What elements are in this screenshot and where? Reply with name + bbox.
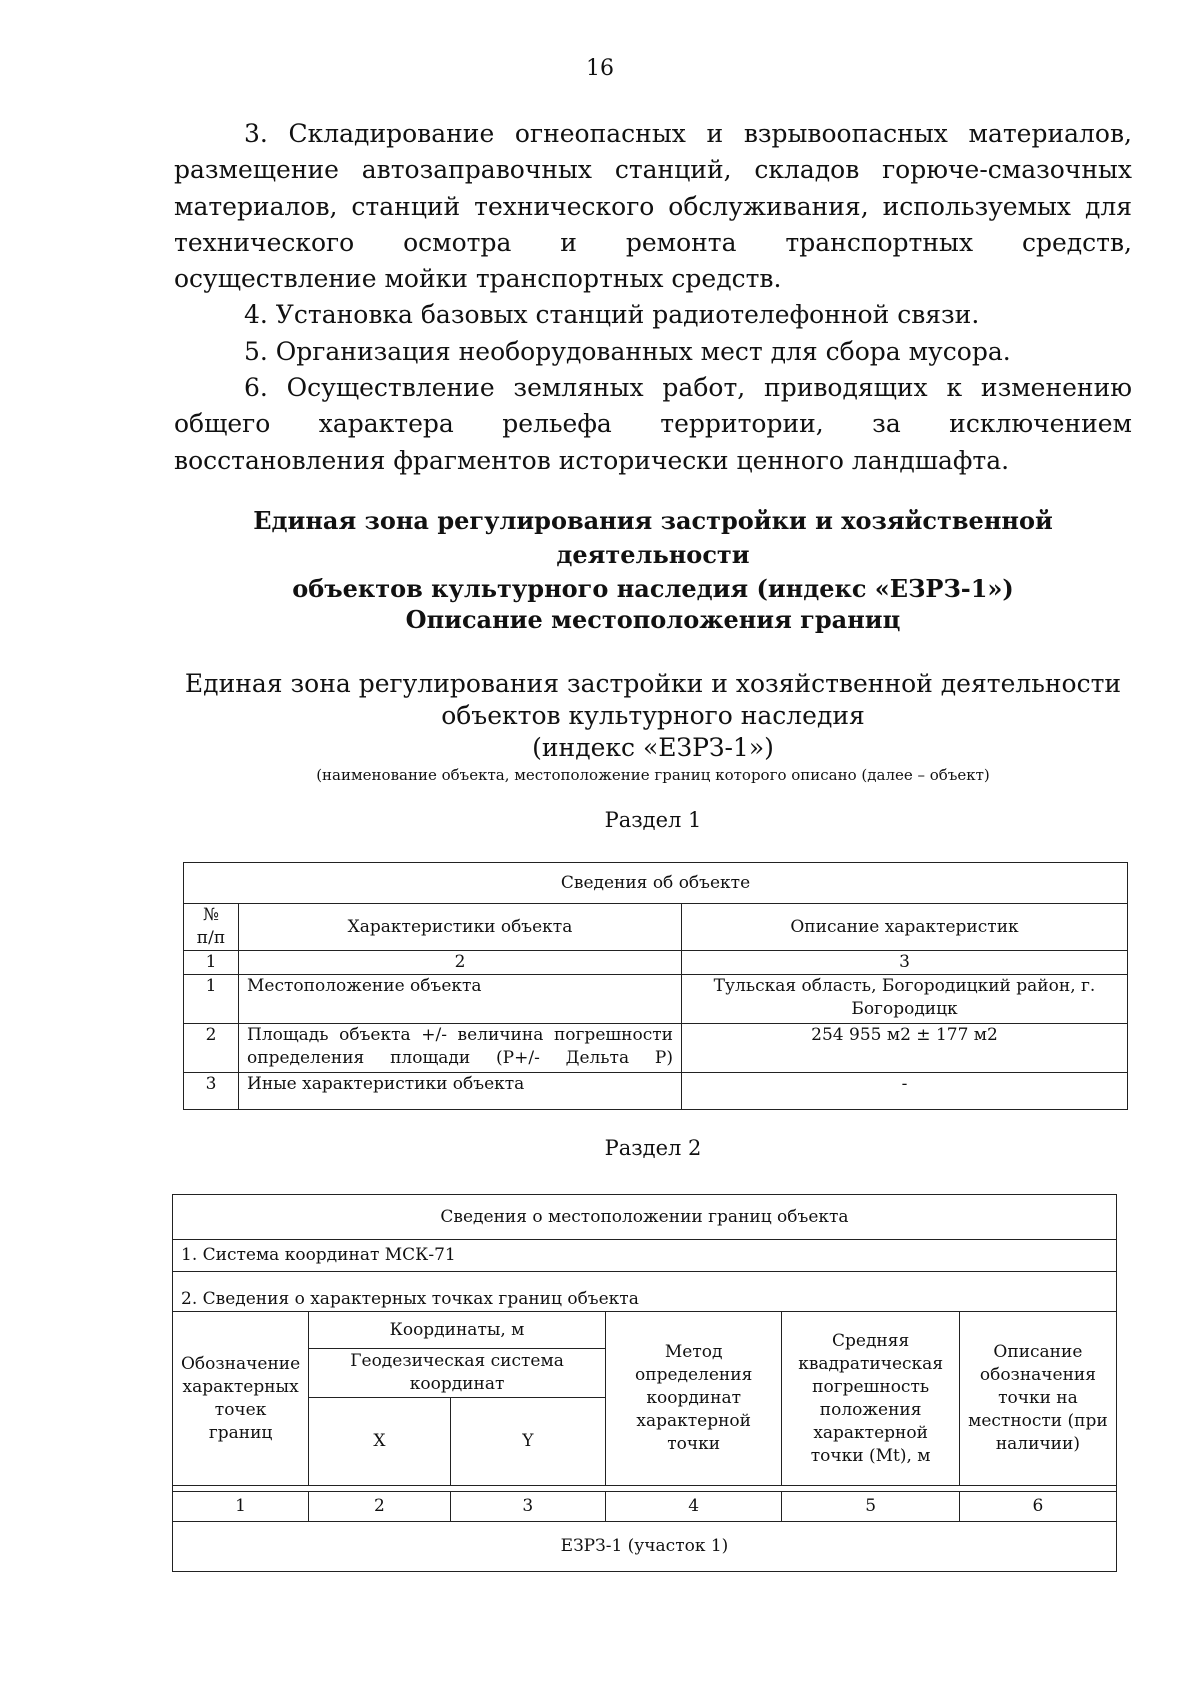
numbering-cell: 2 xyxy=(239,951,682,975)
row-name: Иные характеристики объекта xyxy=(239,1073,682,1110)
header-number: № п/п xyxy=(184,904,239,951)
paragraph-4: 4. Установка базовых станций радиотелефонной связи. xyxy=(244,300,980,330)
row-number: 1 xyxy=(184,975,239,1024)
row-value: 254 955 м2 ± 177 м2 xyxy=(682,1024,1128,1073)
row-name: Площадь объекта +/- величина погрешности определения площади (Р+/- Дельта Р) xyxy=(239,1024,682,1073)
paragraph-6: 6. Осуществление земляных работ, приводящих к изменению общего характера рельефа территории, за исключением восстановления фрагментов исторически ценного ландшафта. xyxy=(174,373,1132,475)
numbering-cell: 1 xyxy=(173,1492,309,1522)
header-description: Описание характеристик xyxy=(682,904,1128,951)
section2-label: Раздел 2 xyxy=(604,1136,702,1160)
section1-label: Раздел 1 xyxy=(604,808,702,832)
header-y: Y xyxy=(450,1398,605,1486)
coord-system: 1. Система координат МСК-71 xyxy=(173,1240,1117,1272)
table-row xyxy=(184,1073,1128,1110)
page-number: 16 xyxy=(586,56,614,81)
object-title-line1: Единая зона регулирования застройки и хозяйственной деятельности xyxy=(184,669,1122,698)
zone-heading-line1: Единая зона регулирования застройки и хозяйственной деятельности xyxy=(253,506,1053,569)
numbering-cell: 2 xyxy=(309,1492,451,1522)
row-number: 3 xyxy=(184,1073,239,1110)
row-value: - xyxy=(682,1073,1128,1110)
description-heading: Описание местоположения границ xyxy=(405,605,901,634)
zone-subtitle: ЕЗРЗ-1 (участок 1) xyxy=(173,1522,1117,1572)
numbering-cell: 6 xyxy=(959,1492,1116,1522)
header-x: X xyxy=(309,1398,451,1486)
numbering-cell: 3 xyxy=(682,951,1128,975)
numbering-cell: 5 xyxy=(782,1492,959,1522)
boundary-title: Сведения о местоположении границ объекта xyxy=(173,1195,1117,1240)
paragraph-3: 3. Складирование огнеопасных и взрывоопасных материалов, размещение автозаправочных станций, складов горюче-смазочных материалов, станций технического обслуживания, используемых для технического осмотра и ремонта транспортных средств, осуществление мойки транспортных средств. xyxy=(174,119,1132,294)
header-geodetic: Геодезическая система координат xyxy=(309,1349,606,1398)
body-text xyxy=(174,116,1132,479)
zone-heading xyxy=(174,504,1132,606)
object-info-title: Сведения об объекте xyxy=(184,863,1128,904)
header-coordinates: Координаты, м xyxy=(309,1312,606,1349)
row-number: 2 xyxy=(184,1024,239,1073)
row-name: Местоположение объекта xyxy=(239,975,682,1024)
object-info-table xyxy=(183,862,1128,1110)
header-method: Метод определения координат характерной точки xyxy=(605,1312,781,1486)
object-title-line3: (индекс «ЕЗРЗ-1») xyxy=(532,733,774,762)
header-designation: Обозначение характерных точек границ xyxy=(173,1312,309,1486)
points-info: 2. Сведения о характерных точках границ объекта xyxy=(173,1272,1117,1312)
numbering-cell: 4 xyxy=(605,1492,781,1522)
object-title-line2: объектов культурного наследия xyxy=(441,701,865,730)
header-point-description: Описание обозначения точки на местности (при наличии) xyxy=(959,1312,1116,1486)
boundary-table xyxy=(172,1194,1117,1572)
numbering-cell: 1 xyxy=(184,951,239,975)
table-row xyxy=(184,1024,1128,1073)
header-characteristic: Характеристики объекта xyxy=(239,904,682,951)
table-row xyxy=(184,975,1128,1024)
object-title xyxy=(174,668,1132,764)
row-value: Тульская область, Богородицкий район, г. Богородицк xyxy=(682,975,1128,1024)
object-caption: (наименование объекта, местоположение границ которого описано (далее – объект) xyxy=(316,766,990,784)
paragraph-5: 5. Организация необорудованных мест для сбора мусора. xyxy=(244,336,1011,366)
zone-heading-line2: объектов культурного наследия (индекс «ЕЗРЗ-1») xyxy=(292,574,1014,603)
header-error: Средняя квадратическая погрешность положения характерной точки (Mt), м xyxy=(782,1312,959,1486)
numbering-cell: 3 xyxy=(450,1492,605,1522)
